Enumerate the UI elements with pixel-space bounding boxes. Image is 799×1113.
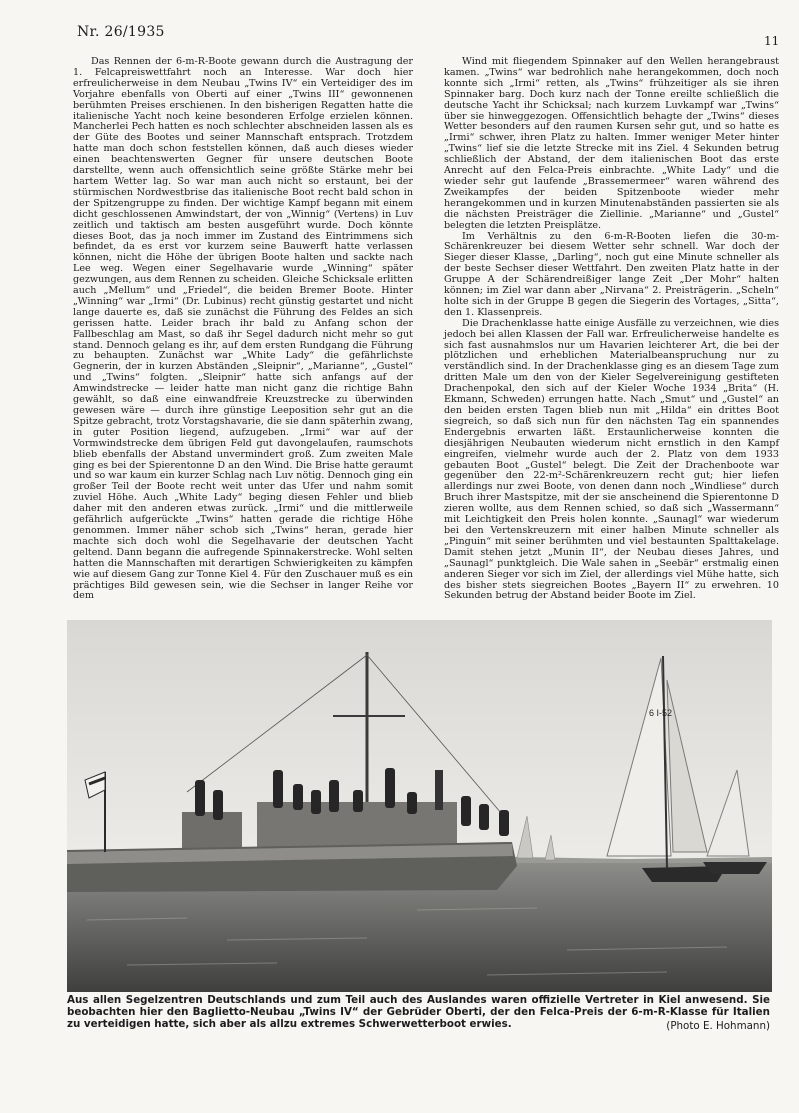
- sail-number: 6 I-52: [649, 708, 673, 718]
- article-column-left: [73, 57, 413, 602]
- paragraph: Die Drachenklasse hatte einige Ausfälle zu verzeichnen, wie dies jedoch bei allen Klassen der Fall war. Erfreulicherweise handelte es sich fast ausnahmslos nur um Havarien leichterer Art, die bei der plötzlichen und erheblichen Materialbeanspruchung nur zu verständlich sind. In der Drachenklasse ging es an diesem Tage zum dritten Male um den von der Kieler Segelvereinigung gestifteten Drachenpokal, den sich auf der Kieler Woche 1934 „Brita“ (H. Ekmann, Schweden) errungen hatte. Nach „Smut“ und „Gustel“ an den beiden ersten Tagen blieb nun mit „Hilda“ ein drittes Boot siegreich, so daß sich nun für den nächsten Tag ein spannendes Endergebnis erwarten läßt. Erstaunlicherweise konnten die diesjährigen Neubauten wiederum nicht ernstlich in den Kampf eingreifen, vielmehr wurde auch der 2. Platz von dem 1933 gebauten Boot „Gustel“ belegt. Die Zeit der Drachenboote war gegenüber den 22-m²-Schärenkreuzern recht gut; hier liefen allerdings nur zwei Boote, von denen dann noch „Windliese“ durch Bruch ihrer Mastspitze, mit der sie anscheinend die Spierentonne D zieren wollte, aus dem Rennen schied, so daß sich „Wassermann“ mit Leichtigkeit den Preis holen konnte. „Saunagl“ war wiederum bei den Vertenskreuzern mit einer halben Minute schneller als „Pinguin“ mit seiner berühmten und viel bestaunten Spalttakelage. Damit stehen jetzt „Munin II“, der Neubau dieses Jahres, und „Saunagl“ punktgleich. Die Wale sahen in „Seebär“ erstmalig einen anderen Sieger vor sich im Ziel, der allerdings viel Mühe hatte, sich des bisher stets siegreichen Bootes „Bayern II“ zu erwehren. 10 Sekunden betrug der Abstand beider Boote im Ziel.: [444, 317, 779, 602]
- page-number: 11: [764, 34, 780, 48]
- article-column-right: [444, 57, 779, 602]
- paragraph: Das Rennen der 6-m-R-Boote gewann durch die Austragung der 1. Felcapreiswettfahrt noch an Interesse. War doch hier erfreulicherweise in dem Neubau „Twins IV“ ein Verteidiger des im Vorjahre ebenfalls von Oberti auf einer „Twins III“ gewonnenen berühmten Preises erschienen. In den bisherigen Regatten hatte die italienische Yacht noch keine besonderen Erfolge erzielen können. Mancherlei Pech hatten es noch schlechter abschneiden lassen als es der Güte des Bootes und seiner Mannschaft entsprach. Trotzdem hatte man doch schon feststellen können, daß auch dieses wieder einen beachtenswerten Gegner für unsere deutschen Boote darstellte, wenn auch offensichtlich seine größte Stärke mehr bei hartem Wetter lag. So war man auch nicht so erstaunt, bei der stürmischen Nordwestbrise das italienische Boot recht bald schon in der Spitzengruppe zu finden. Der wichtige Kampf begann mit einem dicht geschlossenen Amwindstart, der von „Winnig“ (Vertens) in Luv zeitlich und taktisch am besten ausgeführt wurde. Doch könnte dieses Boot, das ja noch immer im Zustand des Eintrimmens sich befindet, da es erst vor kurzem seine Bauwerft hatte verlassen können, nicht die Höhe der übrigen Boote halten und sackte nach Lee weg. Wegen einer Segelhavarie wurde „Winning“ später gezwungen, aus dem Rennen zu scheiden. Gleiche Schicksale erlitten auch „Mellum“ und „Friedel“, die beiden Bremer Boote. Hinter „Winning“ war „Irmi“ (Dr. Lubinus) recht günstig gestartet und nicht lange dauerte es, daß sie zunächst die Führung des Feldes an sich gerissen hatte. Leider brach ihr bald zu Anfang schon der Fallbeschlag am Mast, so daß ihr Segel dadurch nicht mehr so gut stand. Dennoch gelang es ihr, auf dem ersten Rundgang die Führung zu behaupten. Zunächst war „White Lady“ die gefährlichste Gegnerin, der in kurzen Abständen „Sleipnir“, „Marianne“, „Gustel“ und „Twins“ folgten. „Sleipnir“ hatte sich anfangs auf der Amwindstrecke — leider hatte man nicht ganz die richtige Bahn gewählt, so daß eine einwandfreie Kreuzstrecke zu überwinden gewesen wäre — durch ihre günstige Leeposition sehr gut an die Spitze gebracht, trotz Vorstagshavarie, die sie dann späterhin zwang, in guter Position liegend, aufzugeben. „Irmi“ war auf der Vormwindstrecke dem übrigen Feld gut davongelaufen, raumschots blieb ebenfalls der Abstand unvermindert groß. Zum zweiten Male ging es bei der Spierentonne D an den Wind. Die Brise hatte geraumt und so war kaum ein kurzer Schlag nach Luv nötig. Dennoch ging ein großer Teil der Boote recht weit unter das Ufer und nahm somit zuviel Höhe. Auch „White Lady“ beging diesen Fehler und blieb daher mit den anderen etwas zurück. „Irmi“ und die mittlerweile gefährlich aufgerückte „Twins“ hatten gerade die richtige Höhe genommen. Immer näher schob sich „Twins“ heran, gerade hier machte sich doch wohl die Segelhavarie der deutschen Yacht geltend. Dann begann die aufregende Spinnakerstrecke. Wohl selten hatten die Mannschaften mit derartigen Schwierigkeiten zu kämpfen wie auf diesem Gang zur Tonne Kiel 4. Für den Zuschauer muß es ein prächtiges Bild gewesen sein, wie die Sechser in langer Reihe vor dem: [73, 56, 413, 602]
- photo-caption: Aus allen Segelzentren Deutschlands und zum Teil auch des Auslandes waren offizielle Vertreter in Kiel anwesend. Sie beobachten hier den Baglietto-Neubau „Twins IV“ der Gebrüder Oberti, der den Felca-Preis der 6-m-R-Klasse für Italien zu verteidigen hatte, sich aber als allzu extremes Schwerwetterboot erwies.: [67, 994, 770, 1030]
- issue-number: Nr. 26/1935: [77, 24, 165, 40]
- regatta-photo: [67, 620, 772, 992]
- paragraph: Im Verhältnis zu den 6-m-R-Booten liefen die 30-m-Schärenkreuzer bei diesem Wetter sehr schnell. War doch der Sieger dieser Klasse, „Darling“, noch gut eine Minute schneller als der beste Sechser dieser Wettfahrt. Den zweiten Platz hatte in der Gruppe A der Schärendreißiger lange Zeit „Der Mohr“ halten können; im Ziel war dann aber „Nirvana“ 2. Preisträgerin. „Scheln“ holte sich in der Gruppe B gegen die Siegerin des Vortages, „Sitta“, den 1. Klassenpreis.: [444, 230, 779, 318]
- photo-credit: (Photo E. Hohmann): [666, 1020, 770, 1032]
- paragraph: Wind mit fliegendem Spinnaker auf den Wellen herangebraust kamen. „Twins“ war bedrohlich nahe herangekommen, doch noch konnte sich „Irmi“ retten, als „Twins“ frühzeitiger als sie ihren Spinnaker barg. Doch kurz nach der Tonne ereilte schließlich die deutsche Yacht ihr Schicksal; nach kurzem Luvkampf war „Twins“ über sie hinweggezogen. Offensichtlich behagte der „Twins“ dieses Wetter besonders auf den raumen Kursen sehr gut, und so hatte es „Irmi“ schwer, ihren Platz zu halten. Immer weniger Meter hinter „Twins“ lief sie die letzte Strecke mit ins Ziel. 4 Sekunden betrug schließlich der Abstand, der dem italienischen Boot das erste Anrecht auf den Felca-Preis einbrachte. „White Lady“ und die wieder sehr gut laufende „Brassemermeer“ waren während des Zweikampfes der beiden Spitzenboote wieder mehr herangekommen und in kurzen Minutenabständen passierten sie als die nächsten Preisträger die Ziellinie. „Marianne“ und „Gustel“ belegten die letzten Preisplätze.: [444, 56, 779, 231]
